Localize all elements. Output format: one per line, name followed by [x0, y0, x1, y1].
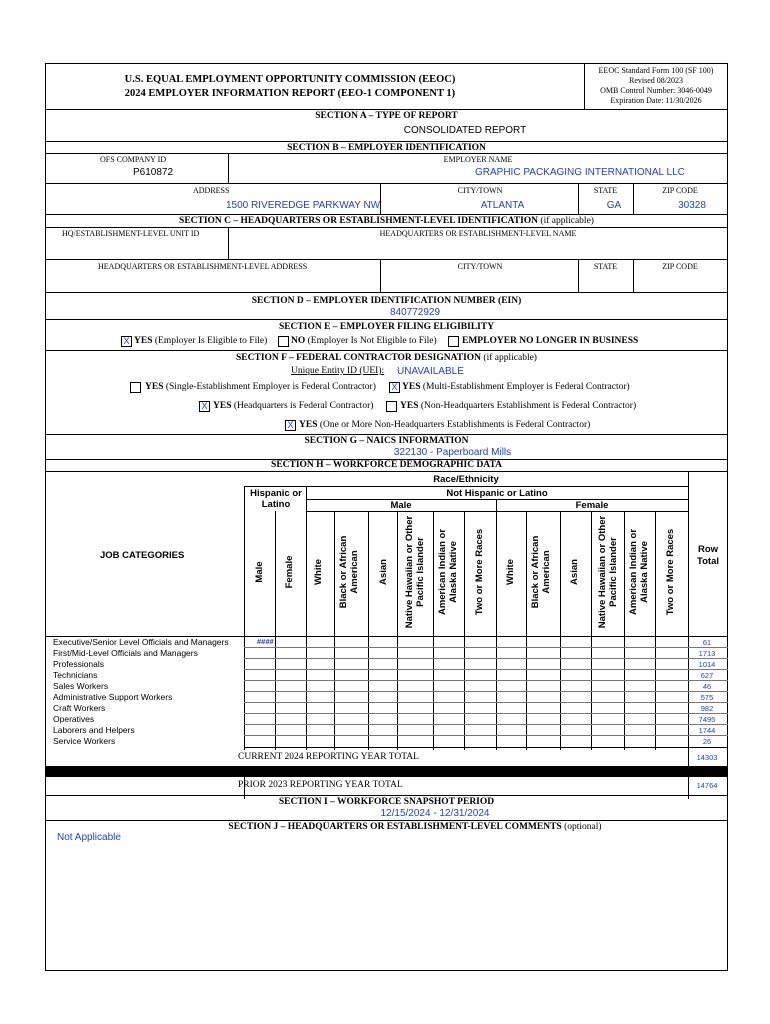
zip-label: ZIP CODE — [662, 186, 698, 195]
uei-value[interactable]: UNAVAILABLE — [397, 366, 464, 377]
non-hq-contractor-text: (Non-Headquarters Establishment is Federal Contractor) — [420, 401, 637, 411]
section-c-title-note: (if applicable) — [540, 216, 594, 226]
snapshot-period-value[interactable]: 12/15/2024 - 12/31/2024 — [380, 808, 490, 819]
hq-name-label: HEADQUARTERS OR ESTABLISHMENT-LEVEL NAME — [379, 229, 577, 238]
section-f-title-text: SECTION F – FEDERAL CONTRACTOR DESIGNATION — [236, 353, 482, 363]
state-label: STATE — [593, 186, 618, 195]
row-total-value[interactable]: 1014 — [698, 660, 716, 669]
col-female-two-or-more: Two or More Races — [665, 528, 676, 616]
section-c-title-text: SECTION C – HEADQUARTERS OR ESTABLISHMENT-LEVEL IDENTIFICATION — [179, 216, 539, 226]
expiration-date: Expiration Date: 11/30/2026 — [610, 96, 702, 105]
row-total-value[interactable]: 575 — [700, 693, 714, 702]
col-male-black: Black or African American — [338, 535, 360, 609]
col-female-white: White — [505, 559, 516, 585]
section-j-title — [45, 822, 770, 832]
report-type-value: CONSOLIDATED REPORT — [403, 125, 527, 136]
col-female-aian: American Indian or Alaska Native — [628, 528, 650, 616]
one-or-more-non-hq-option — [299, 420, 590, 430]
col-female-black: Black or African American — [530, 535, 552, 609]
headquarters-contractor-option — [213, 401, 373, 411]
single-establishment-text: (Single-Establishment Employer is Federal Contractor) — [165, 382, 376, 392]
job-row-label: Technicians — [53, 670, 98, 680]
section-j-title-text: SECTION J – HEADQUARTERS OR ESTABLISHMENT-LEVEL COMMENTS — [228, 822, 562, 832]
headquarters-contractor-checkbox[interactable]: X — [199, 401, 210, 412]
section-f-title-note: (if applicable) — [483, 353, 537, 363]
col-female-nhopi: Native Hawaiian or Other Pacific Islander — [597, 515, 619, 629]
current-year-total-value[interactable]: 14303 — [696, 753, 718, 762]
row-total-value[interactable]: 46 — [702, 682, 712, 691]
section-d-title: SECTION D – EMPLOYER IDENTIFICATION NUMBER (EIN) — [251, 296, 522, 306]
job-row-label: Professionals — [53, 659, 105, 669]
job-row-label: Administrative Support Workers — [53, 692, 173, 702]
row-total-value[interactable]: 1713 — [698, 649, 716, 658]
prior-year-total-label: PRIOR 2023 REPORTING YEAR TOTAL — [238, 780, 403, 790]
hq-city-label: CITY/TOWN — [457, 262, 503, 271]
job-row-label: Operatives — [53, 714, 95, 724]
comments-value[interactable]: Not Applicable — [57, 832, 121, 843]
form-title-line2: 2024 EMPLOYER INFORMATION REPORT (EEO-1 COMPONENT 1) — [124, 88, 456, 99]
no-longer-in-business-checkbox[interactable] — [448, 336, 459, 347]
single-establishment-option — [145, 382, 376, 392]
not-hispanic-header: Not Hispanic or Latino — [446, 488, 548, 499]
job-row-label: First/Mid-Level Officials and Managers — [53, 648, 198, 658]
city-value[interactable]: ATLANTA — [480, 200, 525, 211]
not-eligible-checkbox[interactable] — [278, 336, 289, 347]
section-g-title: SECTION G – NAICS INFORMATION — [304, 436, 469, 446]
section-b-title: SECTION B – EMPLOYER IDENTIFICATION — [287, 143, 486, 153]
no-longer-in-business-label: EMPLOYER NO LONGER IN BUSINESS — [462, 336, 639, 346]
one-or-more-non-hq-text: (One or More Non-Headquarters Establishments is Federal Contractor) — [319, 420, 591, 430]
row-total-value[interactable]: 26 — [702, 737, 712, 746]
section-e-title: SECTION E – EMPLOYER FILING ELIGIBILITY — [278, 322, 495, 332]
female-header: Female — [575, 500, 609, 511]
ein-value[interactable]: 840772929 — [389, 307, 441, 318]
non-hq-contractor-option — [400, 401, 636, 411]
section-j-title-note: (optional) — [564, 822, 602, 832]
form-number: EEOC Standard Form 100 (SF 100) — [598, 66, 714, 75]
col-female-asian: Asian — [569, 559, 580, 585]
section-h-title: SECTION H – WORKFORCE DEMOGRAPHIC DATA — [271, 460, 502, 470]
omb-control-number: OMB Control Number: 3046-0049 — [600, 86, 712, 95]
single-establishment-checkbox[interactable] — [130, 382, 141, 393]
ofs-company-id-value[interactable]: P610872 — [133, 167, 174, 178]
not-eligible-no: NO — [291, 336, 306, 346]
section-a-title: SECTION A – TYPE OF REPORT — [315, 111, 458, 121]
address-label: ADDRESS — [193, 186, 230, 195]
ofs-company-id-label: OFS COMPANY ID — [100, 155, 167, 164]
form-title-line1: U.S. EQUAL EMPLOYMENT OPPORTUNITY COMMISSION (EEOC) — [124, 74, 456, 85]
non-hq-contractor-yes: YES — [400, 401, 419, 411]
headquarters-contractor-text: (Headquarters is Federal Contractor) — [233, 401, 374, 411]
col-male-two-or-more: Two or More Races — [474, 528, 485, 616]
naics-value[interactable]: 322130 - Paperboard Mills — [393, 447, 512, 458]
col-male-nhopi: Native Hawaiian or Other Pacific Islander — [404, 515, 426, 629]
male-header: Male — [390, 500, 412, 511]
row-total-value[interactable]: 982 — [700, 704, 714, 713]
job-row-label: Sales Workers — [53, 681, 109, 691]
eligible-yes: YES — [134, 336, 153, 346]
job-row-label: Craft Workers — [53, 703, 106, 713]
zip-value[interactable]: 30328 — [678, 200, 706, 211]
col-male-white: White — [313, 559, 324, 585]
col-hispanic-female: Female — [284, 555, 295, 589]
city-label: CITY/TOWN — [457, 186, 503, 195]
address-value[interactable]: 1500 RIVEREDGE PARKWAY NW — [226, 200, 381, 211]
section-c-title — [45, 216, 728, 226]
hq-address-label: HEADQUARTERS OR ESTABLISHMENT-LEVEL ADDRESS — [98, 262, 308, 271]
section-i-title: SECTION I – WORKFORCE SNAPSHOT PERIOD — [278, 797, 495, 807]
current-year-total-label: CURRENT 2024 REPORTING YEAR TOTAL — [238, 752, 419, 762]
row-total-value[interactable]: 61 — [702, 638, 712, 647]
col-hispanic-male: Male — [254, 561, 265, 583]
hq-unit-id-label: HQ/ESTABLISHMENT-LEVEL UNIT ID — [62, 229, 200, 238]
row-total-value[interactable]: 1744 — [698, 726, 716, 735]
job-categories-header: JOB CATEGORIES — [100, 550, 185, 561]
headquarters-contractor-yes: YES — [213, 401, 232, 411]
first-cell-value[interactable]: #### — [257, 637, 274, 646]
row-total-value[interactable]: 627 — [700, 671, 714, 680]
multi-establishment-text: (Multi-Establishment Employer is Federal Contractor) — [422, 382, 630, 392]
eligible-checkbox[interactable]: X — [121, 336, 132, 347]
multi-establishment-yes: YES — [402, 382, 421, 392]
hq-zip-label: ZIP CODE — [662, 262, 698, 271]
job-row-label: Laborers and Helpers — [53, 725, 135, 735]
employer-name-label: EMPLOYER NAME — [443, 155, 513, 164]
row-total-value[interactable]: 7495 — [698, 715, 716, 724]
job-row-label: Service Workers — [53, 736, 116, 746]
row-total-header: Row Total — [697, 544, 719, 567]
single-establishment-yes: YES — [145, 382, 164, 392]
state-value[interactable]: GA — [606, 200, 622, 211]
multi-establishment-option — [402, 382, 630, 392]
hispanic-header: Hispanic or Latino — [250, 488, 302, 510]
job-row-label: Executive/Senior Level Officials and Managers — [53, 637, 229, 647]
hq-state-label: STATE — [593, 262, 618, 271]
race-ethnicity-header: Race/Ethnicity — [433, 474, 499, 485]
not-eligible-text: (Employer Is Not Eligible to File) — [307, 336, 437, 346]
form-revised: Revised 08/2023 — [629, 76, 683, 85]
eligible-option — [134, 336, 267, 346]
section-f-title — [45, 353, 728, 363]
non-hq-contractor-checkbox[interactable] — [386, 401, 397, 412]
separator-band — [45, 767, 728, 777]
one-or-more-non-hq-checkbox[interactable]: X — [285, 420, 296, 431]
prior-year-total-value[interactable]: 14764 — [696, 781, 718, 790]
col-male-aian: American Indian or Alaska Native — [437, 528, 459, 616]
eligible-text: (Employer Is Eligible to File) — [154, 336, 268, 346]
uei-label: Unique Entity ID (UEI): — [291, 366, 385, 376]
one-or-more-non-hq-yes: YES — [299, 420, 318, 430]
col-male-asian: Asian — [378, 559, 389, 585]
multi-establishment-checkbox[interactable]: X — [389, 382, 400, 393]
employer-name-value[interactable]: GRAPHIC PACKAGING INTERNATIONAL LLC — [475, 167, 685, 178]
not-eligible-option — [291, 336, 437, 346]
